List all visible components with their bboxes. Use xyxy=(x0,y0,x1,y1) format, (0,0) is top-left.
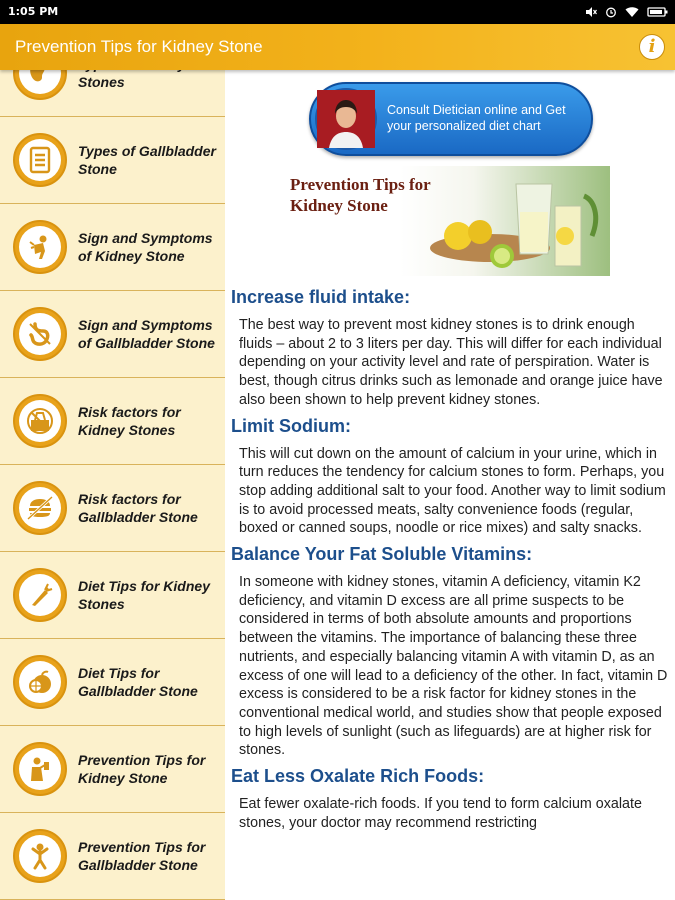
sidebar-item-label: Prevention Tips for Gallbladder Stone xyxy=(78,839,206,873)
stomach-icon xyxy=(13,307,67,361)
header-image xyxy=(280,166,610,276)
info-icon[interactable]: i xyxy=(639,34,665,60)
dietician-avatar xyxy=(315,88,377,150)
status-bar xyxy=(0,0,675,24)
mute-icon xyxy=(585,6,597,18)
sidebar-item-diet-gallbladder-stone[interactable] xyxy=(0,639,225,726)
pain-person-icon xyxy=(13,220,67,274)
section-heading: Eat Less Oxalate Rich Foods: xyxy=(231,766,485,787)
wifi-icon xyxy=(625,6,639,18)
app-title: Prevention Tips for Kidney Stone xyxy=(15,37,263,56)
carrot-icon xyxy=(13,568,67,622)
sidebar-item-label: Sign and Symptoms of Gallbladder Stone xyxy=(78,317,215,351)
header-image-title: Prevention Tips for Kidney Stone xyxy=(290,175,431,215)
sidebar-item-diet-kidney-stones[interactable] xyxy=(0,552,225,639)
drinking-person-icon xyxy=(13,742,67,796)
sidebar-item-types-of-gallbladder-stone[interactable] xyxy=(0,117,225,204)
sidebar-item-label: Risk factors for Kidney Stones xyxy=(78,404,181,438)
status-icons xyxy=(585,3,669,21)
fruit-icon xyxy=(13,655,67,709)
sidebar-item-label: Types of Gallbladder Stone xyxy=(78,143,216,177)
section-heading: Increase fluid intake: xyxy=(231,287,411,307)
sidebar-item-label: Stones xyxy=(78,74,125,90)
article-section xyxy=(226,543,675,760)
section-body: Eat fewer oxalate-rich foods. If you tend to form calcium oxalate stones, your doctor may recommend restricting xyxy=(239,796,642,831)
sidebar xyxy=(0,70,225,900)
article-section xyxy=(226,286,675,410)
no-burger-icon xyxy=(13,481,67,535)
status-time: 1:05 PM xyxy=(8,5,59,18)
sidebar-item-symptoms-kidney-stone[interactable] xyxy=(0,204,225,291)
section-body: The best way to prevent most kidney stones is to drink enough fluids – about 2 to 3 liters per day. This will differ for each individual depending on your activity level and rate of perspiration. Water is best, though citrus drinks such as lemonade and orange juice have also been shown to help prevent kidney stones. xyxy=(239,317,663,408)
article-section xyxy=(226,765,675,832)
sidebar-item-label: Prevention Tips for Kidney Stone xyxy=(78,752,206,786)
sidebar-item-label: Diet Tips for Kidney Stones xyxy=(78,578,210,612)
article xyxy=(226,286,675,837)
no-food-icon xyxy=(13,394,67,448)
alarm-icon xyxy=(605,6,617,18)
consult-text: Consult Dietician online and Get your personalized diet chart xyxy=(387,103,566,133)
sidebar-item-symptoms-gallbladder-stone[interactable] xyxy=(0,291,225,378)
consult-dietician-button[interactable] xyxy=(309,82,593,156)
sidebar-item-label: Sign and Symptoms of Kidney Stone xyxy=(78,230,213,264)
exercise-person-icon xyxy=(13,829,67,883)
article-section xyxy=(226,415,675,539)
sidebar-item-prevention-kidney-stone[interactable] xyxy=(0,726,225,813)
sidebar-item-prevention-gallbladder-stone[interactable] xyxy=(0,813,225,900)
sidebar-item-label: Risk factors for Gallbladder Stone xyxy=(78,491,198,525)
sidebar-item-label: Diet Tips for Gallbladder Stone xyxy=(78,665,198,699)
battery-icon xyxy=(647,6,669,18)
section-body: This will cut down on the amount of calcium in your urine, which in turn reduces the tendency for calcium stones to form. Perhaps, you stop adding additional salt to your food. Another way to limit sodium is to avoid processed meats, salty convenience foods (regular, boxed or canned soups, noodle or rice mixes) and salty snacks. xyxy=(239,445,666,537)
sidebar-item-risk-gallbladder-stone[interactable] xyxy=(0,465,225,552)
section-body: In someone with kidney stones, vitamin A deficiency, vitamin K2 deficiency, and vitamin D excess are all prime suspects to be considered in terms of both absolute amounts and proportions between the vitamins. The importance of balancing these three nutrients, and especially balancing vitamin A with vitamin D, as an excess of one will lead to a deficiency of the other. In fact, vitamin D excess is considered to be a risk factor for kidney stones in the conventional medical world, and studies show that people exposed to high levels of sunlight (such as lifeguards) are at higher risk for stones. xyxy=(239,574,668,759)
section-heading: Limit Sodium: xyxy=(231,415,351,436)
app-bar xyxy=(0,24,675,70)
section-heading: Balance Your Fat Soluble Vitamins: xyxy=(231,544,533,565)
sidebar-list xyxy=(0,30,225,900)
main-content xyxy=(226,70,675,900)
sidebar-item-risk-kidney-stones[interactable] xyxy=(0,378,225,465)
list-icon xyxy=(13,133,67,187)
